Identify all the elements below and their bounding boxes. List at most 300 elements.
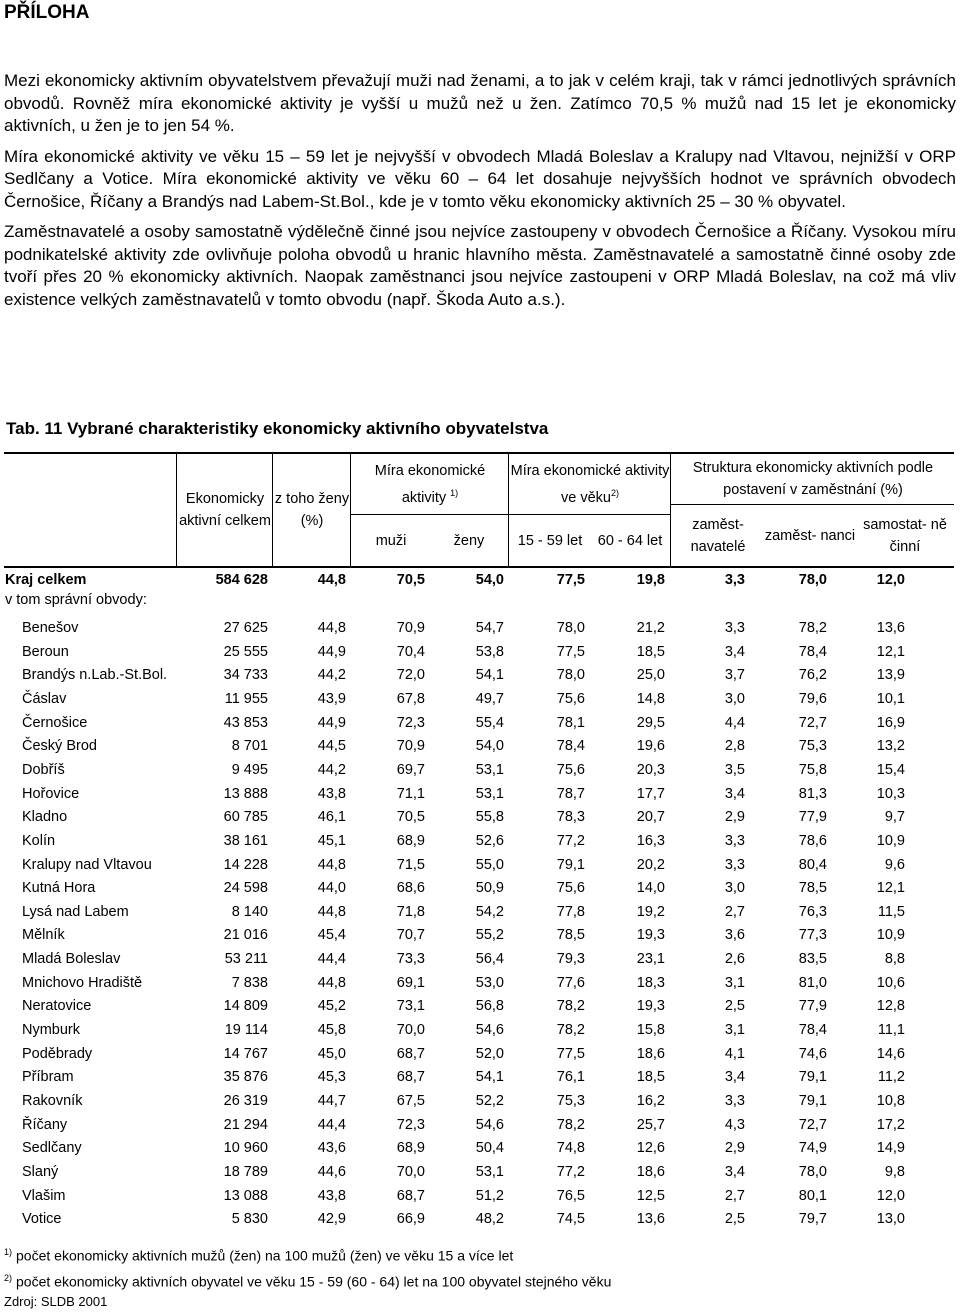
table-row [0, 1208, 960, 1232]
cell-age2: 18,6 [636, 1045, 665, 1062]
source-note: Zdroj: SLDB 2001 [4, 1294, 108, 1310]
table-row [0, 712, 960, 736]
cell-wom: 52,0 [475, 1045, 504, 1062]
cell-employees: 75,8 [798, 761, 827, 778]
cell-age2: 14,8 [636, 690, 665, 707]
paragraph: Zaměstnavatelé a osoby samostatně výdělečně činné jsou nejvíce zastoupeny v obvodech Černošice a Říčany. Vysokou míru podnikatelské aktivity zde ovlivňuje poloha obvodů u hranic hlavního města. Zaměstnavatelé a samostatně činné osoby zde tvoří přes 20 % ekonomicky aktivních. Naopak zaměstnanci jsou nejvíce zastoupeni v ORP Mladá Boleslav, na což má vliv existence velkých zaměstnavatelů v tomto obvodu (např. Škoda Auto a.s.). [4, 222, 956, 309]
row-label: Český Brod [22, 738, 97, 755]
table-row [0, 783, 960, 807]
cell-women: 45,1 [317, 832, 346, 849]
row-label: Lysá nad Labem [22, 903, 129, 920]
row-label: Dobříš [22, 761, 65, 778]
cell-employees: 78,4 [798, 1022, 827, 1039]
cell-employers: 2,5 [724, 998, 745, 1015]
table-row [0, 995, 960, 1019]
cell-women: 44,2 [317, 667, 346, 684]
cell-women: 45,2 [317, 998, 346, 1015]
row-label: Vlašim [22, 1187, 66, 1204]
cell-age2: 19,2 [636, 903, 665, 920]
cell-age2: 12,5 [636, 1187, 665, 1204]
cell-selfemp: 16,9 [876, 714, 905, 731]
row-label: Votice [22, 1211, 62, 1228]
cell-employees: 78,4 [798, 643, 827, 660]
cell-employers: 3,4 [724, 1069, 745, 1086]
cell-wom: 53,8 [475, 643, 504, 660]
header-activity-rate: Míra ekonomické aktivity $^{1)}$ [374, 462, 486, 506]
cell-employees: 77,3 [798, 927, 827, 944]
row-label: Nymburk [22, 1022, 81, 1039]
footnotes [4, 1241, 611, 1312]
cell-men: 68,7 [396, 1045, 425, 1062]
row-label: Říčany [22, 1116, 68, 1133]
cell-total: 7 838 [231, 974, 268, 991]
cell-employees: 83,5 [798, 951, 827, 968]
cell-men: 70,0 [396, 1163, 425, 1180]
cell-selfemp: 10,3 [876, 785, 905, 802]
cell-age2: 18,5 [636, 1069, 665, 1086]
cell-wom: 55,8 [475, 809, 504, 826]
cell-employees: 78,2 [798, 620, 827, 636]
cell-employees: 81,3 [798, 785, 827, 802]
cell-wom: 54,7 [475, 620, 504, 636]
page-heading: PŘÍLOHA [4, 2, 90, 23]
cell-men: 70,5 [396, 572, 425, 588]
cell-wom: 50,4 [475, 1140, 504, 1157]
intro-text [4, 70, 956, 311]
cell-women: 44,9 [317, 714, 346, 731]
cell-age1: 79,1 [556, 856, 585, 873]
cell-age1: 77,2 [556, 1163, 585, 1180]
cell-women: 44,0 [317, 880, 346, 897]
cell-total: 5 830 [231, 1211, 268, 1228]
cell-employers: 3,4 [724, 1163, 745, 1180]
cell-employees: 72,7 [798, 1116, 827, 1133]
cell-age1: 77,5 [556, 572, 585, 588]
cell-total: 584 628 [215, 572, 268, 588]
cell-women: 43,6 [317, 1140, 346, 1157]
cell-selfemp: 12,0 [876, 572, 905, 588]
cell-wom: 55,2 [475, 927, 504, 944]
cell-total: 11 955 [224, 690, 268, 707]
header-structure: Struktura ekonomicky aktivních podle postavení v zaměstnání (%) [692, 460, 934, 498]
cell-total: 27 625 [223, 620, 268, 636]
cell-age2: 13,6 [636, 1211, 665, 1228]
cell-total: 9 495 [231, 761, 268, 778]
cell-employers: 2,7 [724, 1187, 745, 1204]
cell-selfemp: 9,7 [884, 809, 905, 826]
row-label: Černošice [22, 714, 88, 731]
cell-wom: 52,2 [475, 1093, 504, 1109]
cell-women: 44,5 [317, 738, 346, 755]
cell-total: 19 114 [224, 1022, 268, 1039]
cell-age1: 78,2 [556, 998, 585, 1015]
cell-selfemp: 12,1 [876, 643, 905, 660]
cell-men: 68,7 [396, 1069, 425, 1086]
cell-age2: 18,5 [636, 643, 665, 660]
cell-wom: 54,0 [475, 738, 504, 755]
cell-age2: 19,3 [636, 927, 665, 944]
cell-selfemp: 10,1 [876, 690, 905, 707]
cell-employees: 72,7 [798, 714, 827, 731]
cell-age2: 20,7 [636, 809, 665, 826]
cell-women: 44,8 [317, 974, 346, 991]
cell-employers: 3,3 [724, 620, 745, 636]
cell-women: 42,9 [317, 1211, 346, 1228]
row-label: Mělník [22, 927, 65, 944]
cell-men: 67,8 [396, 690, 425, 707]
cell-age2: 20,2 [636, 856, 665, 873]
cell-selfemp: 10,6 [876, 974, 905, 991]
cell-women: 45,3 [317, 1069, 346, 1086]
cell-employers: 2,5 [724, 1211, 745, 1228]
cell-employers: 3,5 [724, 761, 745, 778]
cell-age1: 78,1 [556, 714, 585, 731]
cell-wom: 48,2 [475, 1211, 504, 1228]
cell-women: 44,2 [317, 761, 346, 778]
cell-employers: 4,4 [724, 714, 745, 731]
table-row [0, 1090, 960, 1114]
cell-age2: 21,2 [636, 620, 665, 636]
row-label: Příbram [22, 1069, 74, 1086]
cell-age2: 23,1 [636, 951, 665, 968]
cell-men: 72,0 [396, 667, 425, 684]
table-row-total [0, 569, 960, 593]
paragraph: Mezi ekonomicky aktivním obyvatelstvem převažují muži nad ženami, a to jak v celém kraji, tak v rámci jednotlivých správních obvodů. Rovněž míra ekonomické aktivity je vyšší u mužů než u žen. Zatímco 70,5 % mužů nad 15 let je ekonomicky aktivních, u žen je to jen 54 %. [4, 71, 956, 135]
cell-men: 72,3 [396, 714, 425, 731]
row-label: Kladno [22, 809, 68, 826]
cell-total: 26 319 [223, 1093, 268, 1109]
cell-selfemp: 10,8 [876, 1093, 905, 1109]
table-row [0, 688, 960, 712]
cell-age1: 78,7 [556, 785, 585, 802]
cell-employees: 81,0 [798, 974, 827, 991]
cell-wom: 54,1 [475, 1069, 504, 1086]
table-row [0, 948, 960, 972]
cell-employees: 79,6 [798, 690, 827, 707]
cell-employees: 78,5 [798, 880, 827, 897]
header-age-60-64: 60 - 64 let [597, 533, 663, 549]
cell-selfemp: 10,9 [876, 927, 905, 944]
cell-women: 45,4 [317, 927, 346, 944]
row-label: Kutná Hora [22, 880, 96, 897]
table-title: Tab. 11 Vybrané charakteristiky ekonomicky aktivního obyvatelstva [6, 419, 549, 438]
cell-selfemp: 9,8 [884, 1163, 905, 1180]
table-row [0, 759, 960, 783]
table-row [0, 735, 960, 759]
cell-selfemp: 11,2 [877, 1069, 905, 1086]
row-label: Mnichovo Hradiště [22, 974, 143, 991]
cell-age2: 12,6 [636, 1140, 665, 1157]
cell-total: 53 211 [224, 951, 268, 968]
cell-women: 46,1 [317, 809, 346, 826]
cell-employees: 76,3 [798, 903, 827, 920]
cell-wom: 51,2 [475, 1187, 504, 1204]
cell-selfemp: 15,4 [876, 761, 905, 778]
row-label: Sedlčany [22, 1140, 82, 1157]
table-row [0, 854, 960, 878]
table-row [0, 641, 960, 665]
table-row [0, 924, 960, 948]
table-row [0, 806, 960, 830]
cell-age1: 77,5 [556, 1045, 585, 1062]
cell-wom: 55,4 [475, 714, 504, 731]
cell-men: 69,7 [396, 761, 425, 778]
cell-employers: 3,1 [724, 974, 745, 991]
footnote: $^{2)}$ počet ekonomicky aktivních obyvatel ve věku 15 - 59 (60 - 64) let na 100 obyvatel stejného věku [4, 1272, 612, 1290]
cell-age2: 16,2 [636, 1093, 665, 1109]
cell-wom: 53,1 [475, 1163, 504, 1180]
cell-employees: 79,1 [798, 1069, 827, 1086]
cell-age1: 77,5 [556, 643, 585, 660]
cell-women: 44,8 [317, 903, 346, 920]
table-row [0, 877, 960, 901]
cell-age2: 18,3 [636, 974, 665, 991]
cell-men: 68,7 [396, 1187, 425, 1204]
cell-total: 35 876 [223, 1069, 268, 1086]
cell-selfemp: 14,6 [876, 1045, 905, 1062]
cell-employers: 3,0 [724, 690, 745, 707]
cell-women: 44,8 [317, 572, 346, 588]
header-employers: zaměst- navatelé [690, 517, 746, 555]
cell-men: 68,6 [396, 880, 425, 897]
cell-women: 44,4 [317, 951, 346, 968]
cell-age2: 19,8 [636, 572, 665, 588]
cell-wom: 56,4 [475, 951, 504, 968]
table-row [0, 664, 960, 688]
cell-age1: 78,0 [556, 620, 585, 636]
table-header [4, 452, 954, 568]
cell-wom: 53,1 [475, 761, 504, 778]
cell-wom: 53,1 [475, 785, 504, 802]
cell-wom: 54,0 [475, 572, 504, 588]
cell-men: 68,9 [396, 832, 425, 849]
cell-wom: 54,6 [475, 1116, 504, 1133]
cell-selfemp: 13,9 [876, 667, 905, 684]
cell-age2: 14,0 [636, 880, 665, 897]
cell-women: 45,0 [317, 1045, 346, 1062]
cell-total: 14 767 [223, 1045, 268, 1062]
row-label: Benešov [22, 620, 79, 636]
cell-employees: 77,9 [798, 998, 827, 1015]
cell-employers: 2,6 [724, 951, 745, 968]
header-women: ženy [453, 533, 485, 549]
cell-employees: 78,0 [798, 572, 827, 588]
header-total: Ekonomicky aktivní celkem [179, 491, 271, 529]
cell-employers: 3,4 [724, 785, 745, 802]
cell-employees: 77,9 [798, 809, 827, 826]
cell-total: 8 140 [231, 903, 268, 920]
cell-age1: 75,6 [556, 690, 585, 707]
row-label: Poděbrady [22, 1045, 93, 1062]
cell-selfemp: 12,8 [876, 998, 905, 1015]
cell-men: 69,1 [396, 974, 425, 991]
header-self-employed: samostat- ně činní [863, 517, 947, 555]
cell-age1: 75,6 [556, 761, 585, 778]
cell-women: 43,8 [317, 1187, 346, 1204]
cell-employees: 78,6 [798, 832, 827, 849]
cell-men: 70,9 [396, 738, 425, 755]
cell-women: 44,8 [317, 856, 346, 873]
table-sub-label: v tom správní obvody: [5, 592, 147, 608]
cell-men: 70,4 [396, 643, 425, 660]
cell-employees: 79,7 [798, 1211, 827, 1228]
cell-women: 44,7 [317, 1093, 346, 1109]
cell-employers: 3,6 [724, 927, 745, 944]
cell-selfemp: 12,0 [876, 1187, 905, 1204]
cell-men: 72,3 [396, 1116, 425, 1133]
cell-men: 71,1 [396, 785, 425, 802]
table-row [0, 1066, 960, 1090]
cell-selfemp: 13,2 [876, 738, 905, 755]
cell-total: 8 701 [231, 738, 268, 755]
cell-employers: 3,3 [724, 1093, 745, 1109]
cell-employers: 3,3 [724, 572, 745, 588]
table-row [0, 617, 960, 641]
cell-employers: 4,3 [724, 1116, 745, 1133]
cell-employees: 74,9 [798, 1140, 827, 1157]
cell-wom: 49,7 [475, 690, 504, 707]
cell-age1: 78,2 [556, 1116, 585, 1133]
cell-total: 21 294 [223, 1116, 268, 1133]
cell-age1: 78,4 [556, 738, 585, 755]
cell-wom: 55,0 [475, 856, 504, 873]
cell-women: 45,8 [317, 1022, 346, 1039]
table-row [0, 1137, 960, 1161]
cell-total: 21 016 [223, 927, 268, 944]
table-row [0, 1161, 960, 1185]
cell-total: 24 598 [223, 880, 268, 897]
cell-age1: 79,3 [556, 951, 585, 968]
cell-employees: 80,1 [798, 1187, 827, 1204]
cell-men: 71,5 [396, 856, 425, 873]
cell-employees: 78,0 [798, 1163, 827, 1180]
cell-age2: 25,7 [636, 1116, 665, 1133]
cell-men: 70,7 [396, 927, 425, 944]
cell-age1: 76,1 [556, 1069, 585, 1086]
cell-employers: 3,7 [724, 667, 745, 684]
cell-employees: 75,3 [798, 738, 827, 755]
cell-age2: 19,6 [636, 738, 665, 755]
cell-wom: 56,8 [475, 998, 504, 1015]
cell-wom: 54,6 [475, 1022, 504, 1039]
cell-age2: 16,3 [636, 832, 665, 849]
cell-selfemp: 14,9 [876, 1140, 905, 1157]
cell-men: 68,9 [396, 1140, 425, 1157]
cell-selfemp: 9,6 [884, 856, 905, 873]
cell-age1: 74,5 [556, 1211, 585, 1228]
cell-age2: 18,6 [636, 1163, 665, 1180]
header-age-15-59: 15 - 59 let [517, 533, 583, 549]
table-row [0, 1185, 960, 1209]
cell-men: 70,0 [396, 1022, 425, 1039]
cell-selfemp: 10,9 [876, 832, 905, 849]
cell-age1: 78,3 [556, 809, 585, 826]
cell-selfemp: 11,5 [877, 903, 905, 920]
row-label: Rakovník [22, 1093, 83, 1109]
cell-men: 73,1 [396, 998, 425, 1015]
row-label: Mladá Boleslav [22, 951, 121, 968]
cell-selfemp: 13,6 [876, 620, 905, 636]
cell-age2: 20,3 [636, 761, 665, 778]
cell-women: 44,9 [317, 643, 346, 660]
cell-women: 43,9 [317, 690, 346, 707]
header-women-share: z toho ženy (%) [274, 491, 350, 529]
cell-wom: 54,1 [475, 667, 504, 684]
row-label: Kraj celkem [5, 572, 87, 588]
cell-total: 34 733 [223, 667, 268, 684]
cell-employers: 3,1 [724, 1022, 745, 1039]
cell-total: 60 785 [223, 809, 268, 826]
cell-age1: 76,5 [556, 1187, 585, 1204]
cell-women: 44,8 [317, 620, 346, 636]
cell-total: 14 809 [223, 998, 268, 1015]
cell-total: 25 555 [223, 643, 268, 660]
cell-total: 14 228 [223, 856, 268, 873]
cell-employees: 74,6 [798, 1045, 827, 1062]
cell-employers: 2,7 [724, 903, 745, 920]
cell-men: 70,5 [396, 809, 425, 826]
table-row [0, 1019, 960, 1043]
cell-men: 67,5 [396, 1093, 425, 1109]
cell-age2: 17,7 [636, 785, 665, 802]
cell-employers: 2,8 [724, 738, 745, 755]
row-label: Kralupy nad Vltavou [22, 856, 152, 873]
cell-age2: 15,8 [636, 1022, 665, 1039]
cell-total: 13 088 [223, 1187, 268, 1204]
cell-age1: 77,2 [556, 832, 585, 849]
cell-employees: 76,2 [798, 667, 827, 684]
cell-employees: 79,1 [798, 1093, 827, 1109]
row-label: Hořovice [22, 785, 80, 802]
row-label: Beroun [22, 643, 69, 660]
cell-employees: 80,4 [798, 856, 827, 873]
cell-men: 70,9 [396, 620, 425, 636]
cell-women: 43,8 [317, 785, 346, 802]
cell-total: 43 853 [223, 714, 268, 731]
cell-men: 66,9 [396, 1211, 425, 1228]
cell-employers: 3,3 [724, 856, 745, 873]
cell-age2: 29,5 [636, 714, 665, 731]
cell-wom: 53,0 [475, 974, 504, 991]
cell-selfemp: 8,8 [884, 951, 905, 968]
cell-age2: 19,3 [636, 998, 665, 1015]
cell-women: 44,4 [317, 1116, 346, 1133]
cell-employers: 2,9 [724, 1140, 745, 1157]
row-label: Kolín [22, 832, 56, 849]
cell-selfemp: 12,1 [876, 880, 905, 897]
cell-total: 18 789 [223, 1163, 268, 1180]
cell-wom: 52,6 [475, 832, 504, 849]
cell-age1: 75,6 [556, 880, 585, 897]
cell-employers: 3,4 [724, 643, 745, 660]
row-label: Neratovice [22, 998, 92, 1015]
cell-age1: 75,3 [556, 1093, 585, 1109]
paragraph: Míra ekonomické aktivity ve věku 15 – 59 let je nejvyšší v obvodech Mladá Boleslav a Kralupy nad Vltavou, nejnižší v ORP Sedlčany a Votice. Míra ekonomické aktivity ve věku 60 – 64 let dosahuje nejvyšších hodnot ve správních obvodech Černošice, Říčany a Brandýs nad Labem-St.Bol., kde je v tomto věku ekonomicky aktivních 25 – 30 % obyvatel. [4, 146, 956, 211]
footnote: $^{1)}$ počet ekonomicky aktivních mužů (žen) na 100 mužů (žen) ve věku 15 a více let [4, 1247, 514, 1264]
cell-employers: 2,9 [724, 809, 745, 826]
cell-age1: 74,8 [556, 1140, 585, 1157]
table-row [0, 1114, 960, 1138]
cell-employers: 3,0 [724, 880, 745, 897]
table-row [0, 830, 960, 854]
cell-age1: 77,8 [556, 903, 585, 920]
row-label: Slaný [22, 1163, 59, 1180]
cell-age1: 78,5 [556, 927, 585, 944]
cell-men: 71,8 [396, 903, 425, 920]
cell-selfemp: 13,0 [876, 1211, 905, 1228]
cell-age1: 77,6 [556, 974, 585, 991]
cell-wom: 54,2 [475, 903, 504, 920]
